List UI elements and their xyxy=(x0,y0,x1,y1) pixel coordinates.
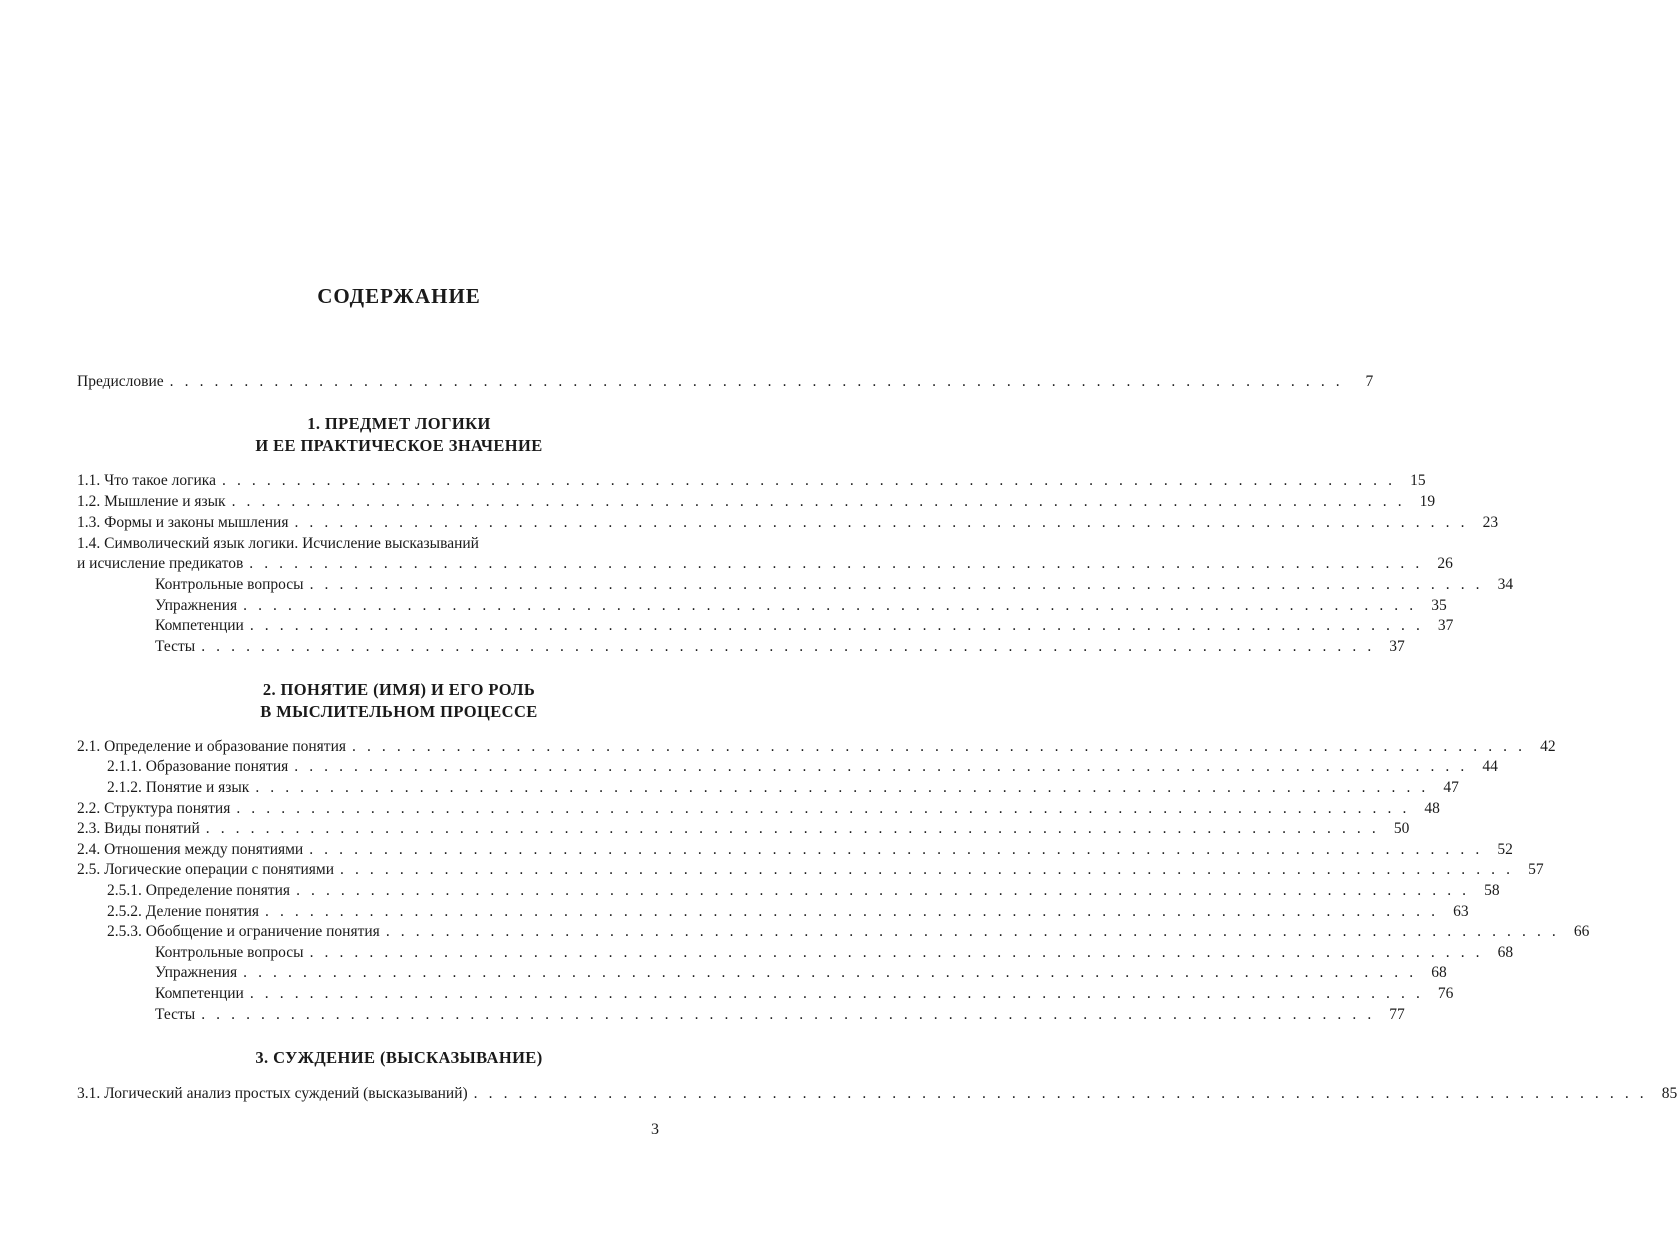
toc-entry-2-5-3 xyxy=(107,921,1590,942)
toc-entry-label: 2.5.1. Определение понятия xyxy=(107,882,291,899)
toc-entry-label: Контрольные вопросы xyxy=(155,944,304,961)
toc-entry-page: 23 xyxy=(1482,514,1499,531)
dot-leader: . . . . . . . . . . . . . . . . . . . . . . . . . . . . . . . . . . . . . . . . . . . . . . . . . . . . . . . . . . . . . . . . . . . . . . . . . . . . . . . xyxy=(309,576,1484,593)
page-number: 3 xyxy=(651,1121,659,1138)
toc-entry-label: 2.5.3. Обобщение и ограничение понятия xyxy=(107,923,380,940)
toc-entry-ch2-exercises xyxy=(155,962,1447,983)
toc-entry-ch1-exercises xyxy=(155,595,1447,616)
toc-entry-label: Контрольные вопросы xyxy=(155,576,304,593)
toc-entry-label: 2.5. Логические операции с понятиями xyxy=(77,861,335,878)
toc-entry-page: 37 xyxy=(1437,617,1454,634)
toc-entry-page: 57 xyxy=(1528,861,1544,878)
toc-entry-2-4 xyxy=(77,839,1513,860)
dot-leader: . . . . . . . . . . . . . . . . . . . . . . . . . . . . . . . . . . . . . . . . . . . . . . . . . . . . . . . . . . . . . . . . . . . . . . . . . . . . . . . xyxy=(296,882,1470,899)
dot-leader: . . . . . . . . . . . . . . . . . . . . . . . . . . . . . . . . . . . . . . . . . . . . . . . . . . . . . . . . . . . . . . . . . . . . . . . . . . . . . . . xyxy=(473,1085,1648,1102)
toc-entry-ch1-competencies xyxy=(155,615,1454,636)
toc-entry-ch2-review-questions xyxy=(155,942,1514,963)
toc-entry-label: Предисловие xyxy=(77,373,164,390)
toc-entry-page: 26 xyxy=(1437,555,1453,572)
chapter-1-heading xyxy=(0,413,798,457)
toc-entry-label: Компетенции xyxy=(155,617,244,634)
toc-entry-page: 77 xyxy=(1389,1006,1405,1023)
toc-entry-label: 2.1.1. Образование понятия xyxy=(107,758,289,775)
toc-entry-2-5-1 xyxy=(107,880,1500,901)
toc-entry-2-5 xyxy=(77,859,1544,880)
dot-leader: . . . . . . . . . . . . . . . . . . . . . . . . . . . . . . . . . . . . . . . . . . . . . . . . . . . . . . . . . . . . . . . . . . . . . . . . . . . . . . . xyxy=(201,1006,1375,1023)
chapter-2-heading-line-1: 2. ПОНЯТИЕ (ИМЯ) И ЕГО РОЛЬ xyxy=(262,680,536,699)
chapter-1-heading-line-2: И ЕЕ ПРАКТИЧЕСКОЕ ЗНАЧЕНИЕ xyxy=(255,436,543,455)
dot-leader: . . . . . . . . . . . . . . . . . . . . . . . . . . . . . . . . . . . . . . . . . . . . . . . . . . . . . . . . . . . . . . . . . . . . . . . . . . . . . . . xyxy=(205,820,1380,837)
page-title: СОДЕРЖАНИЕ xyxy=(317,284,481,308)
toc-entry-label: 1.2. Мышление и язык xyxy=(77,493,226,510)
toc-entry-label: 2.4. Отношения между понятиями xyxy=(77,841,304,858)
dot-leader: . . . . . . . . . . . . . . . . . . . . . . . . . . . . . . . . . . . . . . . . . . . . . . . . . . . . . . . . . . . . . . . . . . . . . . . . . . . . . . . xyxy=(309,944,1484,961)
toc-entry-label: Тесты xyxy=(155,1006,196,1023)
toc-entry-1-4 xyxy=(77,553,1453,574)
toc-entry-page: 47 xyxy=(1443,779,1459,796)
toc-entry-preface xyxy=(77,371,1374,392)
toc-entry-page: 76 xyxy=(1437,985,1454,1002)
toc-entry-label: 1.3. Формы и законы мышления xyxy=(77,514,289,531)
dot-leader: . . . . . . . . . . . . . . . . . . . . . . . . . . . . . . . . . . . . . . . . . . . . . . . . . . . . . . . . . . . . . . . . . . . . . . . . . . . . . . . xyxy=(249,617,1424,634)
toc-entry-ch1-review-questions xyxy=(155,574,1514,595)
chapter-3-heading xyxy=(0,1047,798,1069)
toc-entry-page: 68 xyxy=(1497,944,1514,961)
toc-entry-ch2-competencies xyxy=(155,983,1454,1004)
dot-leader: . . . . . . . . . . . . . . . . . . . . . . . . . . . . . . . . . . . . . . . . . . . . . . . . . . . . . . . . . . . . . . . . . . . . . . . . . . . . . . . xyxy=(340,861,1514,878)
toc-entry-1-1 xyxy=(77,470,1426,491)
toc-entry-ch2-tests xyxy=(155,1004,1405,1025)
dot-leader: . . . . . . . . . . . . . . . . . . . . . . . . . . . . . . . . . . . . . . . . . . . . . . . . . . . . . . . . . . . . . . . . . . . . . . . . . . . . . . . xyxy=(294,514,1469,531)
dot-leader: . . . . . . . . . . . . . . . . . . . . . . . . . . . . . . . . . . . . . . . . . . . . . . . . . . . . . . . . . . . . . . . . . . . . . . . . . . . . . . . xyxy=(294,758,1468,775)
toc-entry-label: Упражнения xyxy=(155,964,238,981)
toc-entry-2-1 xyxy=(77,736,1556,757)
dot-leader: . . . . . . . . . . . . . . . . . . . . . . . . . . . . . . . . . . . . . . . . . . . . . . . . . . . . . . . . . . . . . . . . . . . . . . . . . . . . . . . xyxy=(169,373,1344,390)
toc-entry-label: 2.2. Структура понятия xyxy=(77,800,231,817)
toc-entry-label: Компетенции xyxy=(155,985,244,1002)
chapter-1-heading-line-1: 1. ПРЕДМЕТ ЛОГИКИ xyxy=(307,414,491,433)
toc-entry-2-2 xyxy=(77,798,1440,819)
toc-entry-page: 34 xyxy=(1497,576,1514,593)
toc-entry-label: и исчисление предикатов xyxy=(77,555,244,572)
toc-entry-page: 63 xyxy=(1453,903,1469,920)
dot-leader: . . . . . . . . . . . . . . . . . . . . . . . . . . . . . . . . . . . . . . . . . . . . . . . . . . . . . . . . . . . . . . . . . . . . . . . . . . . . . . . xyxy=(222,472,1396,489)
toc-entry-label: 2.3. Виды понятий xyxy=(77,820,200,837)
toc-entry-page: 15 xyxy=(1410,472,1426,489)
toc-entry-1-2 xyxy=(77,491,1436,512)
chapter-3-heading-line-1: 3. СУЖДЕНИЕ (ВЫСКАЗЫВАНИЕ) xyxy=(255,1048,543,1067)
dot-leader: . . . . . . . . . . . . . . . . . . . . . . . . . . . . . . . . . . . . . . . . . . . . . . . . . . . . . . . . . . . . . . . . . . . . . . . . . . . . . . . xyxy=(352,738,1526,755)
toc-entry-2-1-2 xyxy=(107,777,1459,798)
toc-entry-3-1 xyxy=(77,1083,1677,1104)
chapter-2-heading-line-2: В МЫСЛИТЕЛЬНОМ ПРОЦЕССЕ xyxy=(260,702,538,721)
toc-entry-2-5-2 xyxy=(107,901,1469,922)
toc-entry-page: 52 xyxy=(1497,841,1513,858)
toc-entry-page: 35 xyxy=(1431,597,1447,614)
dot-leader: . . . . . . . . . . . . . . . . . . . . . . . . . . . . . . . . . . . . . . . . . . . . . . . . . . . . . . . . . . . . . . . . . . . . . . . . . . . . . . . xyxy=(385,923,1560,940)
toc-entry-page: 42 xyxy=(1540,738,1556,755)
toc-entry-label: 2.1. Определение и образование понятия xyxy=(77,738,346,755)
dot-leader: . . . . . . . . . . . . . . . . . . . . . . . . . . . . . . . . . . . . . . . . . . . . . . . . . . . . . . . . . . . . . . . . . . . . . . . . . . . . . . . xyxy=(309,841,1483,858)
toc-entry-page: 50 xyxy=(1393,820,1410,837)
toc-entry-label: Упражнения xyxy=(155,597,238,614)
dot-leader: . . . . . . . . . . . . . . . . . . . . . . . . . . . . . . . . . . . . . . . . . . . . . . . . . . . . . . . . . . . . . . . . . . . . . . . . . . . . . . . xyxy=(236,800,1410,817)
dot-leader: . . . . . . . . . . . . . . . . . . . . . . . . . . . . . . . . . . . . . . . . . . . . . . . . . . . . . . . . . . . . . . . . . . . . . . . . . . . . . . . xyxy=(201,638,1375,655)
toc-entry-page: 48 xyxy=(1424,800,1440,817)
chapter-2-heading xyxy=(0,679,798,723)
toc-entry-page: 58 xyxy=(1484,882,1500,899)
toc-entry-page: 7 xyxy=(1365,373,1374,390)
toc-entry-1-4-line-1: 1.4. Символический язык логики. Исчисление высказываний xyxy=(77,535,479,552)
toc-entry-page: 44 xyxy=(1482,758,1498,775)
toc-entry-page: 19 xyxy=(1419,493,1436,510)
toc-entry-label: 2.5.2. Деление понятия xyxy=(107,903,260,920)
toc-entry-page: 85 xyxy=(1661,1085,1677,1102)
toc-entry-label: 3.1. Логический анализ простых суждений (высказываний) xyxy=(77,1085,468,1102)
dot-leader: . . . . . . . . . . . . . . . . . . . . . . . . . . . . . . . . . . . . . . . . . . . . . . . . . . . . . . . . . . . . . . . . . . . . . . . . . . . . . . . xyxy=(243,964,1417,981)
toc-entry-2-3 xyxy=(77,818,1410,839)
dot-leader: . . . . . . . . . . . . . . . . . . . . . . . . . . . . . . . . . . . . . . . . . . . . . . . . . . . . . . . . . . . . . . . . . . . . . . . . . . . . . . . xyxy=(243,597,1417,614)
dot-leader: . . . . . . . . . . . . . . . . . . . . . . . . . . . . . . . . . . . . . . . . . . . . . . . . . . . . . . . . . . . . . . . . . . . . . . . . . . . . . . . xyxy=(255,779,1429,796)
toc-entry-2-1-1 xyxy=(107,756,1498,777)
toc-entry-page: 37 xyxy=(1389,638,1405,655)
dot-leader: . . . . . . . . . . . . . . . . . . . . . . . . . . . . . . . . . . . . . . . . . . . . . . . . . . . . . . . . . . . . . . . . . . . . . . . . . . . . . . . xyxy=(265,903,1439,920)
toc-entry-label: 1.1. Что такое логика xyxy=(77,472,216,489)
toc-entry-page: 66 xyxy=(1573,923,1590,940)
dot-leader: . . . . . . . . . . . . . . . . . . . . . . . . . . . . . . . . . . . . . . . . . . . . . . . . . . . . . . . . . . . . . . . . . . . . . . . . . . . . . . . xyxy=(249,985,1424,1002)
toc-entry-label: 2.1.2. Понятие и язык xyxy=(107,779,250,796)
toc-entry-label: Тесты xyxy=(155,638,196,655)
dot-leader: . . . . . . . . . . . . . . . . . . . . . . . . . . . . . . . . . . . . . . . . . . . . . . . . . . . . . . . . . . . . . . . . . . . . . . . . . . . . . . . xyxy=(249,555,1423,572)
toc-entry-1-3 xyxy=(77,512,1499,533)
dot-leader: . . . . . . . . . . . . . . . . . . . . . . . . . . . . . . . . . . . . . . . . . . . . . . . . . . . . . . . . . . . . . . . . . . . . . . . . . . . . . . . xyxy=(231,493,1406,510)
toc-entry-ch1-tests xyxy=(155,636,1405,657)
toc-entry-page: 68 xyxy=(1431,964,1447,981)
